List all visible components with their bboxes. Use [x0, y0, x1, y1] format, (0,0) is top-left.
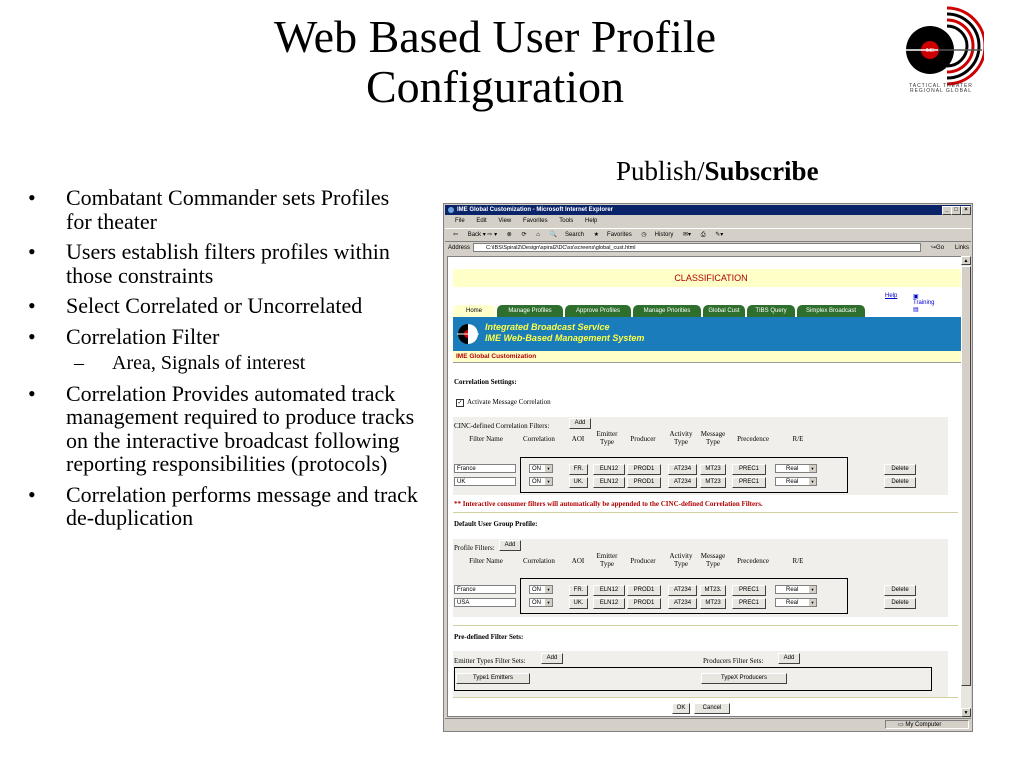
predefined-sets-heading: Pre-defined Filter Sets: — [454, 633, 524, 641]
page-breadcrumb: IME Global Customization — [453, 351, 963, 363]
menu-help[interactable]: Help — [584, 218, 598, 224]
emitter-button[interactable]: ELN12 — [593, 598, 625, 609]
col-producer: Producer — [630, 435, 656, 443]
divider — [453, 697, 958, 698]
producer-sets-add-button[interactable]: Add — [778, 653, 800, 664]
print-icon[interactable]: ⎙ — [700, 232, 706, 238]
classification-banner: CLASSIFICATION — [453, 269, 963, 287]
col-producer: Producer — [630, 557, 656, 565]
correlation-warning: ** Interactive consumer filters will automatically be appended to the CINC-defined Correlation Filters. — [454, 500, 763, 508]
delete-button[interactable]: Delete — [884, 477, 916, 488]
subtitle — [616, 156, 819, 187]
links-button[interactable]: Links — [955, 245, 970, 251]
sub-bullet-item: – Area, Signals of interest — [74, 352, 306, 374]
emitter-button[interactable]: ELN12 — [593, 464, 625, 475]
logo-caption: TACTICAL THEATER REGIONAL GLOBAL — [909, 83, 973, 94]
ibs-logo-icon — [457, 323, 479, 345]
stop-icon[interactable]: ⊗ — [506, 232, 512, 238]
precedence-button[interactable]: PREC1 — [732, 464, 766, 475]
aoi-button[interactable]: FR. — [569, 585, 588, 596]
message-button[interactable]: MT23 — [700, 464, 726, 475]
browser-titlebar — [445, 205, 971, 215]
filter-name-input[interactable]: USA — [454, 598, 516, 607]
filter-name-input[interactable]: UK — [454, 477, 516, 486]
activity-button[interactable]: AT234 — [668, 585, 697, 596]
producer-button[interactable]: PROD1 — [627, 585, 661, 596]
tab-simplex-broadcast[interactable]: Simplex Broadcast — [797, 305, 865, 317]
banner-line-1: Integrated Broadcast Service — [485, 322, 610, 332]
back-button[interactable]: ⇦ Back ▾ ⇨ ▾ — [453, 232, 498, 238]
filter-name-input[interactable]: France — [454, 464, 516, 473]
bullet-item: • Combatant Commander sets Profiles for theater — [28, 185, 390, 234]
cinc-filters-label: CINC-defined Correlation Filters: — [454, 422, 550, 430]
message-button[interactable]: MT23 — [700, 477, 726, 488]
col-emitter-type: Emitter Type — [596, 552, 618, 568]
search-button[interactable]: 🔍 Search — [549, 232, 584, 238]
menu-file[interactable]: File — [455, 218, 465, 224]
col-correlation: Correlation — [523, 557, 555, 565]
delete-button[interactable]: Delete — [884, 464, 916, 475]
bullet-item: • Correlation Filter — [28, 323, 220, 349]
re-select[interactable]: Real ▼ — [775, 598, 817, 607]
address-label: Address — [448, 245, 471, 251]
address-input[interactable]: C:\IBS\Spiral2\Design\spiral2\DC\ss\screens\global_cust.html — [473, 243, 921, 252]
scroll-up-icon[interactable]: ▲ — [961, 256, 971, 265]
ie-icon — [448, 207, 454, 213]
bullet-item: • Select Correlated or Uncorrelated — [28, 293, 363, 318]
minimize-button[interactable]: _ — [942, 206, 952, 215]
tab-global-cust[interactable]: Global Cust — [703, 305, 745, 317]
typex-producers-button[interactable]: TypeX Producers — [701, 673, 787, 684]
aoi-button[interactable]: UK. — [569, 477, 588, 488]
divider — [453, 512, 958, 513]
correlation-select[interactable]: ON ▼ — [529, 585, 553, 594]
menu-tools[interactable]: Tools — [559, 218, 574, 224]
browser-window — [443, 203, 973, 732]
scroll-down-icon[interactable]: ▼ — [961, 708, 971, 717]
re-select[interactable]: Real ▼ — [775, 464, 817, 473]
profile-add-button[interactable]: Add — [499, 540, 521, 551]
precedence-button[interactable]: PREC1 — [732, 598, 766, 609]
emitter-button[interactable]: ELN12 — [593, 477, 625, 488]
mail-icon[interactable]: ✉▾ — [683, 232, 692, 238]
col-re: R/E — [792, 557, 804, 565]
close-button[interactable]: × — [961, 206, 971, 215]
computer-icon: ▭ — [898, 722, 906, 728]
bullet-item: • Users establish filters profiles within those constraints — [28, 239, 390, 288]
type1-emitters-button[interactable]: Type1 Emitters — [456, 673, 530, 684]
edit-icon[interactable]: ✎▾ — [715, 232, 724, 238]
bullet-item: • Correlation Provides automated track management required to produce tracks on the interactive broadcast following reporting responsibilities (protocols) — [28, 380, 415, 476]
profile-filters-label: Profile Filters: — [454, 544, 495, 552]
col-activity-type: Activity Type — [669, 430, 693, 446]
home-icon[interactable]: ⌂ — [536, 232, 540, 238]
cinc-add-button[interactable]: Add — [569, 418, 591, 429]
correlation-select[interactable]: ON ▼ — [529, 477, 553, 486]
divider — [453, 625, 958, 626]
activity-button[interactable]: AT234 — [668, 477, 697, 488]
tab-manage-profiles[interactable]: Manage Profiles — [497, 305, 563, 317]
ime-logo-icon — [902, 6, 984, 114]
producer-sets-label: Producers Filter Sets: — [703, 657, 764, 665]
help-link[interactable]: Help — [885, 293, 898, 299]
title-line-2: Configuration — [365, 61, 625, 112]
precedence-button[interactable]: PREC1 — [732, 477, 766, 488]
col-filter-name: Filter Name — [469, 557, 503, 565]
correlation-select[interactable]: ON ▼ — [529, 598, 553, 607]
correlation-select[interactable]: ON ▼ — [529, 464, 553, 473]
ok-button[interactable]: OK — [672, 703, 690, 714]
tab-manage-priorities[interactable]: Manage Priorities — [633, 305, 701, 317]
delete-button[interactable]: Delete — [884, 585, 916, 596]
tab-approve-profiles[interactable]: Approve Profiles — [565, 305, 631, 317]
page-content — [447, 256, 963, 717]
col-filter-name: Filter Name — [469, 435, 503, 443]
producer-button[interactable]: PROD1 — [627, 477, 661, 488]
filter-name-input[interactable]: France — [454, 585, 516, 594]
refresh-icon[interactable]: ⟳ — [521, 232, 527, 238]
tab-tibs-query[interactable]: TIBS Query — [747, 305, 795, 317]
banner-line-2: IME Web-Based Management System — [485, 333, 645, 343]
col-correlation: Correlation — [523, 435, 555, 443]
vertical-scrollbar[interactable] — [961, 256, 971, 717]
aoi-button[interactable]: FR. — [569, 464, 588, 475]
producer-button[interactable]: PROD1 — [627, 464, 661, 475]
title-line-1: Web Based User Profile — [273, 11, 717, 62]
ibs-banner — [453, 317, 963, 351]
re-select[interactable]: Real ▼ — [775, 477, 817, 486]
emitter-sets-add-button[interactable]: Add — [541, 653, 563, 664]
maximize-button[interactable]: □ — [951, 206, 961, 215]
activity-button[interactable]: AT234 — [668, 464, 697, 475]
tab-home[interactable]: Home — [453, 305, 495, 317]
bullet-item: • Correlation performs message and track de-duplication — [28, 481, 418, 530]
col-precedence: Precedence — [737, 435, 769, 443]
aoi-button[interactable]: UK. — [569, 598, 588, 609]
browser-title: IME Global Customization - Microsoft Internet Explorer — [457, 207, 614, 213]
message-button[interactable]: MT23 — [700, 598, 726, 609]
status-zone: ▭ My Computer — [885, 720, 969, 729]
subtitle-bold: Subscribe — [704, 156, 819, 186]
col-re: R/E — [792, 435, 804, 443]
favorites-button[interactable]: ★ Favorites — [593, 232, 632, 238]
default-group-heading: Default User Group Profile: — [454, 520, 538, 528]
training-link[interactable]: ▣ Training ▤ — [913, 294, 935, 313]
toolbar — [445, 228, 971, 242]
emitter-sets-label: Emitter Types Filter Sets: — [454, 657, 526, 665]
correlation-settings-heading: Correlation Settings: — [454, 378, 517, 386]
producer-button[interactable]: PROD1 — [627, 598, 661, 609]
col-aoi: AOI — [571, 435, 585, 443]
emitter-button[interactable]: ELN12 — [593, 585, 625, 596]
subtitle-plain: Publish/ — [616, 156, 705, 186]
go-button[interactable]: ↪Go — [931, 245, 945, 251]
precedence-button[interactable]: PREC1 — [732, 585, 766, 596]
help-links — [885, 293, 935, 313]
col-aoi: AOI — [571, 557, 585, 565]
slide-title — [160, 12, 830, 112]
re-select[interactable]: Real ▼ — [775, 585, 817, 594]
message-button[interactable]: MT23. — [700, 585, 726, 596]
status-bar — [445, 718, 971, 730]
delete-button[interactable]: Delete — [884, 598, 916, 609]
col-emitter-type: Emitter Type — [596, 430, 618, 446]
menu-edit[interactable]: Edit — [476, 218, 487, 224]
activate-correlation-checkbox[interactable]: ✓ — [457, 400, 463, 406]
address-bar — [445, 242, 971, 254]
menu-view[interactable]: View — [498, 218, 512, 224]
scroll-thumb[interactable] — [961, 266, 971, 686]
bullet-list — [28, 186, 420, 537]
logo-text: IME — [925, 48, 935, 54]
col-message-type: Message Type — [700, 430, 726, 446]
activate-correlation-label: Activate Message Correlation — [467, 398, 551, 406]
cancel-button[interactable]: Cancel — [694, 703, 730, 714]
menu-bar — [445, 216, 971, 226]
activity-button[interactable]: AT234 — [668, 598, 697, 609]
menu-favorites[interactable]: Favorites — [522, 218, 548, 224]
col-precedence: Precedence — [737, 557, 769, 565]
col-message-type: Message Type — [700, 552, 726, 568]
col-activity-type: Activity Type — [669, 552, 693, 568]
history-button[interactable]: ◷ History — [641, 232, 674, 238]
